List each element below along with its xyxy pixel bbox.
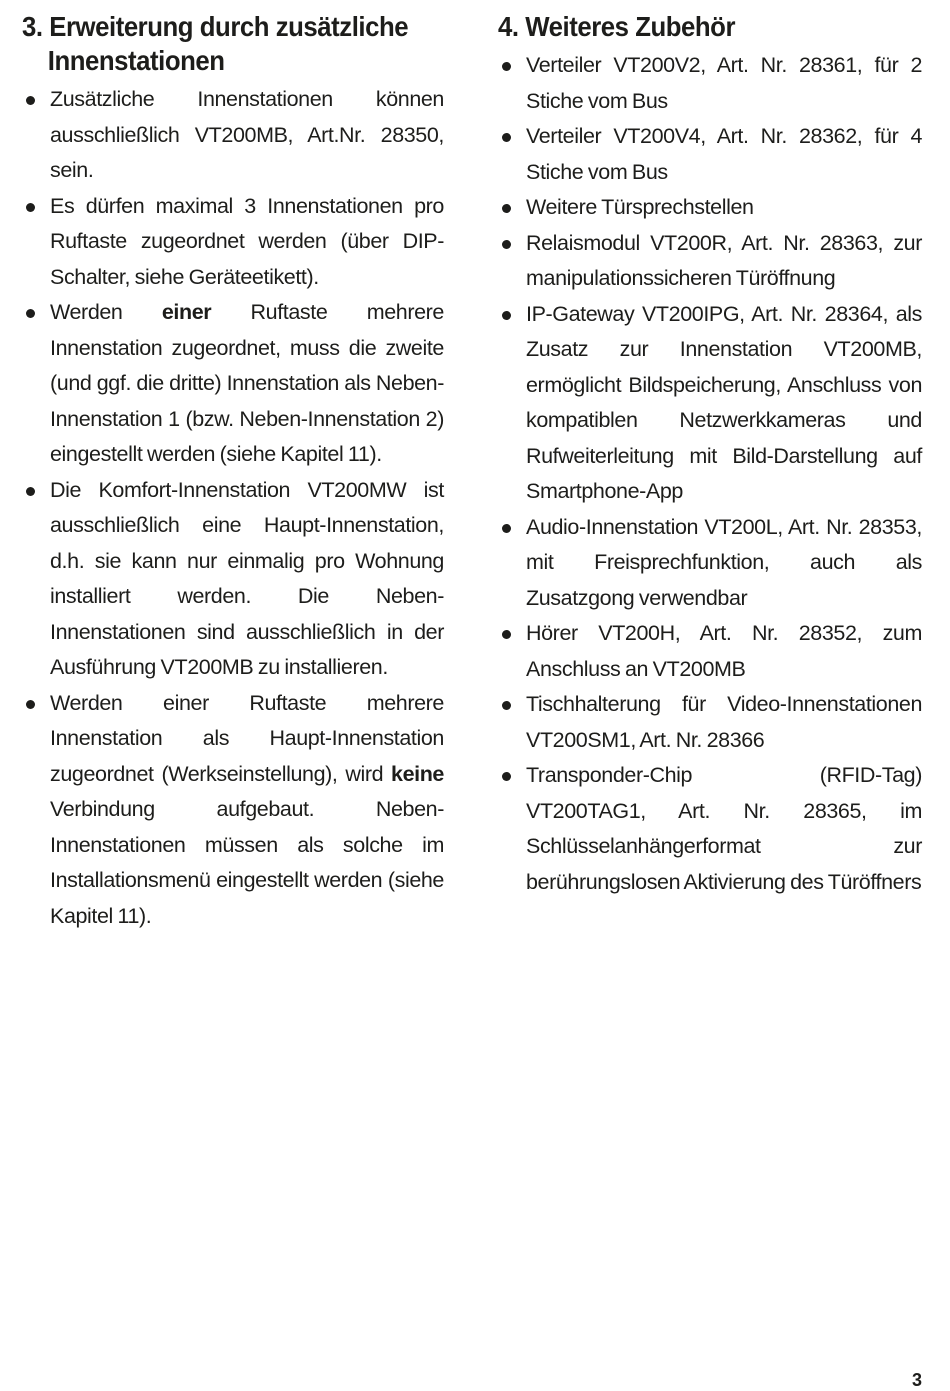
bullet-icon <box>502 524 511 533</box>
item-text: Audio-Innenstation VT200L, Art. Nr. 28353, mit Freisprechfunktion, auch als Zusatzgong verwendbar <box>526 514 922 610</box>
bullet-icon <box>502 630 511 639</box>
bullet-icon <box>26 203 35 212</box>
section-3 <box>22 0 444 934</box>
item-text: Werden <box>50 300 162 324</box>
item-text: Transponder-Chip (RFID-Tag) VT200TAG1, Art. Nr. 28365, im Schlüsselanhängerformat zur berührungslosen Aktivierung des Türöffners <box>526 763 922 894</box>
item-text: Relaismodul VT200R, Art. Nr. 28363, zur manipulationssicheren Türöffnung <box>526 230 922 290</box>
list-item <box>498 48 922 119</box>
bullet-icon <box>502 772 511 781</box>
list-item <box>498 119 922 190</box>
section-4-title: Weiteres Zubehör <box>525 11 736 42</box>
list-item <box>498 297 922 510</box>
item-text: Die Komfort-Innenstation VT200MW ist ausschließlich eine Haupt-Innenstation, d.h. sie kann nur einmalig pro Wohnung installiert werden. Die Neben-Innenstationen sind ausschließlich in der Ausführung VT200MB zu installieren. <box>50 477 444 679</box>
item-text: Werden einer Ruftaste mehrere Innenstation als Haupt-Innenstation zugeordnet (Werkseinstellung), wird <box>50 690 444 786</box>
list-item <box>498 190 922 226</box>
bullet-icon <box>502 62 511 71</box>
section-3-number: 3. <box>22 11 43 42</box>
bullet-icon <box>26 700 35 709</box>
list-item <box>498 226 922 297</box>
section-4-heading <box>498 10 888 44</box>
bullet-icon <box>26 487 35 496</box>
bullet-icon <box>502 204 511 213</box>
item-text: Verteiler VT200V4, Art. Nr. 28362, für 4 Stiche vom Bus <box>526 124 922 184</box>
list-item <box>22 295 444 473</box>
list-item <box>498 510 922 617</box>
bullet-icon <box>26 309 35 318</box>
list-item <box>22 473 444 686</box>
bullet-icon <box>502 701 511 710</box>
bullet-icon <box>26 96 35 105</box>
item-text: Ruftaste mehrere Innenstation zugeordnet, muss die zweite (und ggf. die dritte) Innenstation als Neben-Innenstation 1 (bzw. Neben-Innenstation 2) eingestellt werden (siehe Kapitel 11). <box>50 300 444 466</box>
bullet-icon <box>502 240 511 249</box>
item-text: Verteiler VT200V2, Art. Nr. 28361, für 2 Stiche vom Bus <box>526 53 922 113</box>
section-4-list <box>498 48 922 900</box>
section-3-title-line1: Erweiterung durch zusätzliche <box>49 11 409 42</box>
item-text: IP-Gateway VT200IPG, Art. Nr. 28364, als Zusatz zur Innenstation VT200MB, ermöglicht Bildspeicherung, Anschluss von kompatiblen Netzwerkkameras und Rufweiterleitung mit Bild-Darstellung auf Smartphone-App <box>526 301 922 503</box>
list-item <box>22 189 444 296</box>
section-4 <box>498 0 922 900</box>
item-text: Hörer VT200H, Art. Nr. 28352, zum Anschluss an VT200MB <box>526 621 922 681</box>
section-4-number: 4. <box>498 11 519 42</box>
item-text: Tischhalterung für Video-Innenstationen VT200SM1, Art. Nr. 28366 <box>526 692 922 752</box>
item-text: Es dürfen maximal 3 Innenstationen pro Ruftaste zugeordnet werden (über DIP-Schalter, siehe Geräteetikett). <box>50 193 444 289</box>
bullet-icon <box>502 133 511 142</box>
list-item <box>498 687 922 758</box>
item-text: Zusätzliche Innenstationen können ausschließlich VT200MB, Art.Nr. 28350, sein. <box>50 87 444 182</box>
list-item <box>22 82 444 189</box>
section-3-list <box>22 82 444 934</box>
section-3-heading <box>22 10 410 78</box>
item-emphasis: keine <box>391 761 444 786</box>
list-item <box>22 686 444 935</box>
item-text: Verbindung aufgebaut. Neben-Innenstationen müssen als solche im Installationsmenü eingestellt werden (siehe Kapitel 11). <box>50 797 444 928</box>
list-item <box>498 758 922 900</box>
list-item <box>498 616 922 687</box>
item-emphasis: einer <box>161 300 212 324</box>
bullet-icon <box>502 311 511 320</box>
page-number: 3 <box>911 1370 922 1390</box>
item-text: Weitere Türsprechstellen <box>526 195 754 219</box>
section-3-title-line2: Innenstationen <box>47 45 225 76</box>
